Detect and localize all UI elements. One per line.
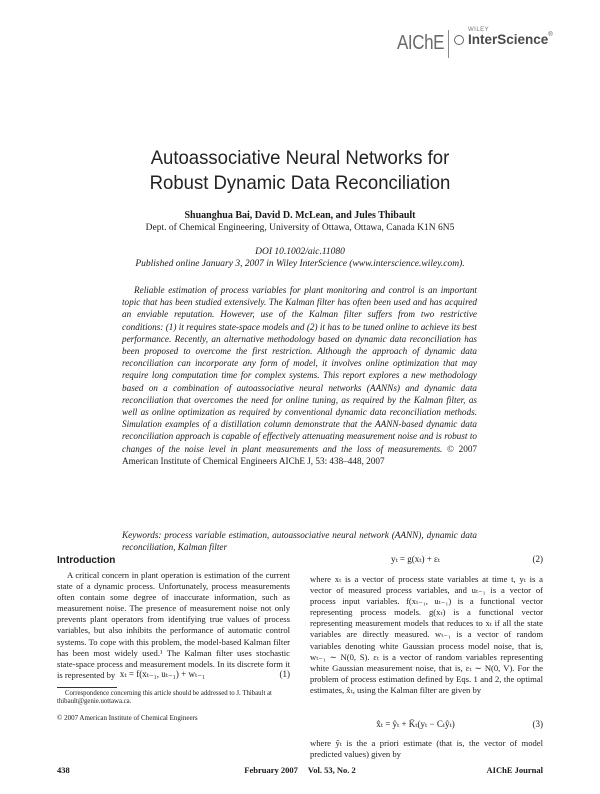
issue-volume: Vol. 53, No. 2	[307, 765, 356, 775]
copyright: © 2007 American Institute of Chemical Engineers	[57, 714, 198, 722]
page-number: 438	[57, 765, 70, 775]
right-paragraph-1: where xₜ is a vector of process state variables at time t, yₜ is a vector of measured process variables, and uₜ₋₁ is a vector of process input variables. f(xₜ₋₁, uₜ₋₁) is a functional vector representing process models. g(xₜ) is a functional vector representing measurement models that reduces to xₜ if all the state variables are directly measured. wₜ₋₁ is a vector of random variables denoting white Gaussian process model noise, that is, wₜ₋₁ ∼ N(0, S). εₜ is a vector of random variables representing white Gaussian measurement noise, that is, εₜ ∼ N(0, V). For the problem of process estimation defined by Eqs. 1 and 2, the optimal estimates, x̂ₜ, using the Kalman filter are given by	[310, 574, 543, 695]
affiliation: Dept. of Chemical Engineering, University of Ottawa, Ottawa, Canada K1N 6N5	[145, 223, 455, 233]
equation-2-number: (2)	[532, 554, 543, 564]
equation-1-number: (1)	[279, 669, 290, 679]
equation-1-expression: xₜ = f(xₜ₋₁, uₜ₋₁) + wₜ₋₁	[119, 669, 206, 679]
equation-3-number: (3)	[532, 719, 543, 729]
equation-2-expression: yₜ = g(xₜ) + εₜ	[390, 554, 441, 564]
interscience-label	[468, 32, 556, 47]
logo-divider	[448, 30, 449, 58]
wiley-label: WILEY	[468, 27, 490, 33]
interscience-text: InterScience	[468, 32, 549, 47]
equation-1	[57, 669, 290, 682]
title-line-1: Autoassociative Neural Networks for	[150, 147, 450, 169]
registered-mark: ®	[548, 32, 553, 38]
equation-3	[310, 719, 543, 732]
abstract	[122, 284, 477, 467]
correspondence-footnote: Correspondence concerning this article should be addressed to J. Thibault at thibault@genie.uottawa.ca.	[57, 690, 272, 706]
authors: Shuanghua Bai, David D. McLean, and Jules Thibault	[184, 210, 416, 221]
wiley-interscience-logo	[456, 27, 556, 61]
keywords: Keywords: process variable estimation, autoassociative neural network (AANN), dynamic data reconciliation, Kalman filter	[122, 530, 477, 553]
doi: DOI 10.1002/aic.11080	[255, 247, 345, 257]
intro-paragraph: A critical concern in plant operation is estimation of the current state of a dynamic process. Unfortunately, process measurements often contain some degree of inaccurate information, such as measurement noise. The presence of measurement noise not only prevents plant operators from identifying true values of process variables, but also inhibits the performance of automatic control systems. To cope with this problem, the model-based Kalman filter has been most widely used.¹ The Kalman filter uses stochastic state-space process and measurement models. In its discrete form it is represented by	[57, 570, 290, 680]
aiche-logo: AIChE	[397, 32, 445, 54]
footnote-rule	[57, 687, 117, 688]
section-heading: Introduction	[57, 555, 116, 566]
right-paragraph-2: where ŷₜ is the a priori estimate (that is, the vector of model predicted values) given by	[310, 738, 543, 760]
abstract-copyright: © 2007 American Institute of Chemical Engineers AIChE J, 53: 438–448, 2007	[122, 443, 478, 466]
abstract-text: Reliable estimation of process variables for plant monitoring and control is an important topic that has been studied extensively. The Kalman filter has often been used and has acquired an enviable reputation. However, use of the Kalman filter suffers from two restrictive conditions: (1) it requires state-space models and (2) it has to be tuned online to achieve its best performance. Recently, an alternative methodology based on dynamic data reconciliation has been proposed to overcome the first restriction. Although the approach of dynamic data reconciliation can incorporate any form of model, it involves online optimization that may require long computation time for complex systems. This report explores a new methodology based on a combination of autoassociative neural networks (AANNs) and dynamic data reconciliation that overcomes the need for online tuning, as required by the Kalman filter, as well as online optimization as required by conventional dynamic data reconciliation methods. Simulation examples of a distillation column demonstrate that the AANN-based dynamic data reconciliation approach is capable of effectively attenuating measurement noise and is robust to changes of the noise level in plant measurements and the loss of measurements.	[122, 285, 477, 454]
issue-date: February 2007	[244, 765, 298, 775]
journal-name: AIChE Journal	[486, 765, 543, 775]
equation-2	[310, 554, 543, 567]
article-title	[15, 146, 585, 196]
title-line-2: Robust Dynamic Data Reconciliation	[149, 172, 451, 194]
globe-icon	[454, 35, 464, 45]
publication-info: Published online January 3, 2007 in Wiley InterScience (www.interscience.wiley.com).	[135, 259, 465, 269]
equation-3-expression: x̂ₜ = ŷₜ + K̄ₜ(yₜ − Cₜŷₜ)	[376, 719, 455, 729]
